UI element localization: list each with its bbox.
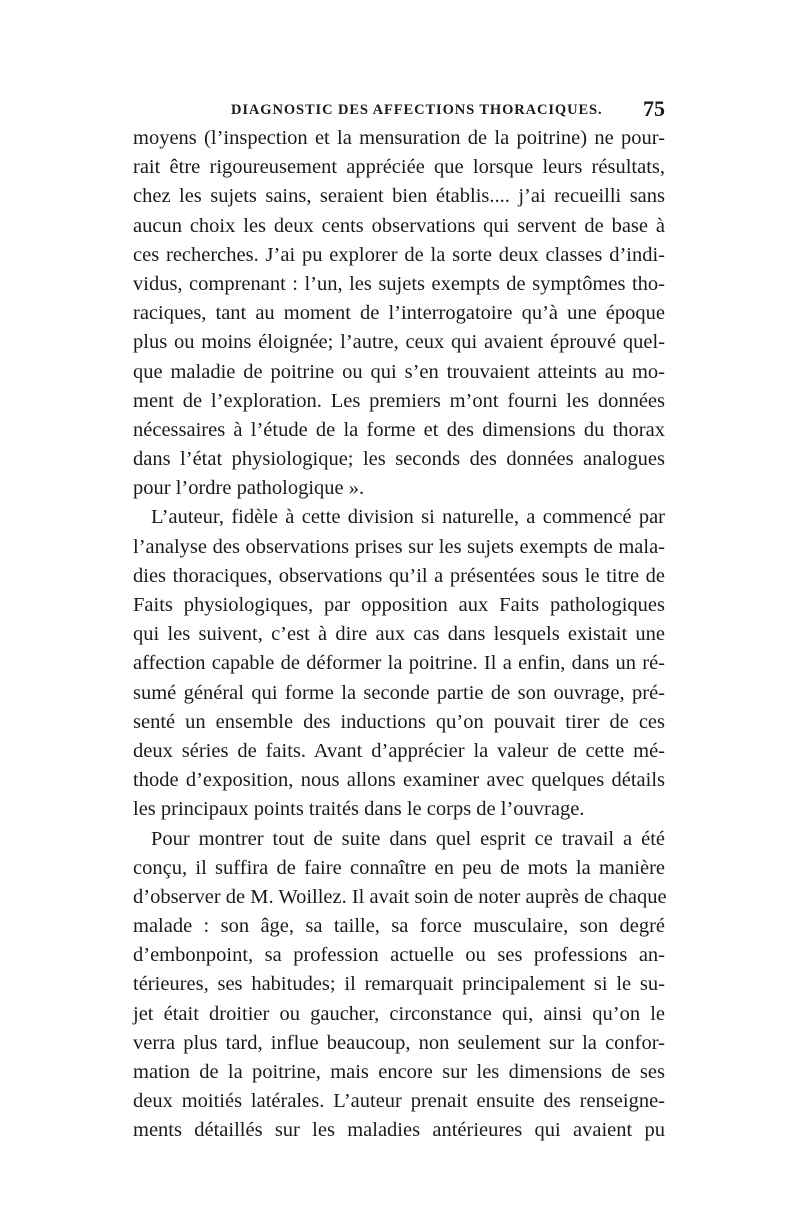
text-line: deux séries de faits. Avant d’apprécier la valeur de cette mé-: [133, 739, 665, 762]
text-line: que maladie de poitrine ou qui s’en trouvaient atteints au mo-: [133, 360, 665, 383]
text-line: térieures, ses habitudes; il remarquait principalement si le su-: [133, 973, 665, 996]
text-line: ment de l’exploration. Les premiers m’ont fourni les données: [133, 389, 665, 412]
text-line: plus ou moins éloignée; l’autre, ceux qui avaient éprouvé quel-: [133, 331, 665, 354]
text-line: ces recherches. J’ai pu explorer de la sorte deux classes d’indi-: [133, 243, 665, 266]
text-line: affection capable de déformer la poitrine. Il a enfin, dans un ré-: [133, 652, 665, 675]
text-line: les principaux points traités dans le corps de l’ouvrage.: [133, 798, 585, 821]
text-line: d’observer de M. Woillez. Il avait soin de noter auprès de chaque: [133, 885, 667, 908]
text-line: deux moitiés latérales. L’auteur prenait ensuite des renseigne-: [133, 1090, 665, 1113]
text-line: chez les sujets sains, seraient bien établis.... j’ai recueilli sans: [133, 185, 665, 208]
text-line: mation de la poitrine, mais encore sur les dimensions de ses: [133, 1061, 665, 1083]
text-line: senté un ensemble des inductions qu’on pouvait tirer de ces: [133, 710, 665, 733]
paragraph: [133, 825, 665, 1146]
text-line: jet était droitier ou gaucher, circonstance qui, ainsi qu’on le: [133, 1002, 665, 1025]
text-line: nécessaires à l’étude de la forme et des dimensions du thorax: [133, 418, 665, 441]
text-line: conçu, il suffira de faire connaître en peu de mots la manière: [133, 856, 665, 879]
paragraph: [133, 124, 665, 503]
text-line: sumé général qui forme la seconde partie de son ouvrage, pré-: [133, 681, 665, 704]
text-line: aucun choix les deux cents observations qui servent de base à: [133, 214, 665, 237]
paragraph: [133, 503, 665, 824]
text-line: dans l’état physiologique; les seconds des données analogues: [133, 448, 665, 471]
running-head: [133, 98, 665, 124]
running-title: DIAGNOSTIC DES AFFECTIONS THORACIQUES.: [231, 102, 603, 118]
text-line: qui les suivent, c’est à dire aux cas dans lesquels existait une: [133, 623, 665, 646]
text-line: ments détaillés sur les maladies antérieures qui avaient pu: [133, 1119, 665, 1142]
text-line: verra plus tard, influe beaucoup, non seulement sur la confor-: [133, 1031, 665, 1054]
page-number: 75: [643, 96, 665, 121]
text-line: thode d’exposition, nous allons examiner avec quelques détails: [133, 769, 665, 792]
text-line: moyens (l’inspection et la mensuration de la poitrine) ne pour-: [133, 127, 665, 149]
text-line: vidus, comprenant : l’un, les sujets exempts de symptômes tho-: [133, 272, 665, 295]
text-line: l’analyse des observations prises sur les sujets exempts de mala-: [133, 535, 665, 558]
text-line: d’embonpoint, sa profession actuelle ou ses professions an-: [133, 944, 665, 967]
text-line: raciques, tant au moment de l’interrogatoire qu’à une époque: [133, 302, 665, 325]
text-line: malade : son âge, sa taille, sa force musculaire, son degré: [133, 915, 665, 938]
body-text: [133, 124, 665, 1146]
text-line: rait être rigoureusement appréciée que lorsque leurs résultats,: [133, 156, 665, 179]
text-line: pour l’ordre pathologique ».: [133, 477, 365, 500]
text-line: L’auteur, fidèle à cette division si naturelle, a commencé par: [151, 506, 665, 529]
text-line: dies thoraciques, observations qu’il a présentées sous le titre de: [133, 564, 665, 587]
text-line: Faits physiologiques, par opposition aux Faits pathologiques: [133, 594, 665, 616]
text-line: Pour montrer tout de suite dans quel esprit ce travail a été: [151, 827, 665, 850]
